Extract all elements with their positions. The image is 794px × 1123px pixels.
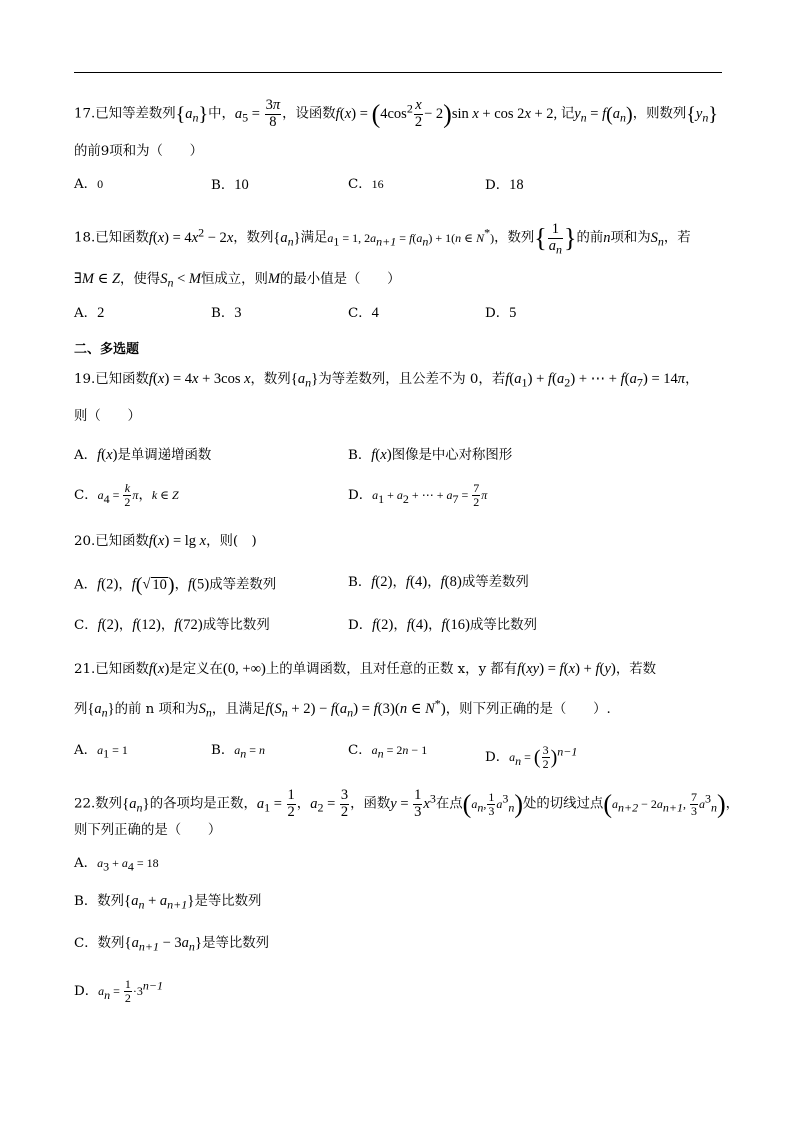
- q22-option-b[interactable]: B．数列$\{a_n + a_{n+1}\}$是等比数列: [74, 893, 262, 912]
- q18-option-c[interactable]: C．4: [348, 305, 379, 321]
- q22-number: 22.: [74, 796, 96, 812]
- q22-line-2: 则下列正确的是（ ）: [74, 823, 222, 838]
- q19-number: 19.: [74, 371, 96, 387]
- q18-option-b[interactable]: B．3: [211, 305, 242, 321]
- q19-line-1: 19.已知函数f(x) = 4x + 3cos x，数列$\{a_n\}$为等差数列，且公差不为 0，若$f(a_1) + f(a_2)$ + ⋯ + $f(a_7) = 14\pi$，: [74, 371, 699, 390]
- header-rule: [74, 72, 722, 73]
- q20-option-d[interactable]: D．f(2)，f(4)，f(16)成等比数列: [348, 617, 537, 633]
- q19-option-d[interactable]: D．$a_1 + a_2$ + ⋯ + $a_7$ = $\frac{7}{2}$ π: [348, 481, 488, 510]
- q20-option-b[interactable]: B．f(2)，f(4)，f(8)成等差数列: [348, 574, 529, 590]
- q21-number: 21.: [74, 661, 96, 677]
- q20-option-a[interactable]: A．f(2)，f(√ 10)，f(5)成等差数列: [74, 574, 277, 596]
- q17-number: 17.: [74, 106, 96, 122]
- q17-line-1: 17.已知等差数列$\{a_n\}$中，$a_5$ = $\frac{3\pi}{8}$ ，设函数$f(x) = (4\cos^2$ $\frac{x}{2}$ − 2)sin x + cos 2x + 2, 记$y_n = f(a_n)$，则数列$\{y_n\}$: [74, 97, 718, 130]
- q17-frac-3pi-8: $\frac{3\pi}{8}$: [265, 97, 281, 130]
- q17-option-c[interactable]: C．16: [348, 177, 384, 192]
- q19-line-2: 则（ ）: [74, 409, 141, 424]
- q18-option-d[interactable]: D．5: [485, 305, 517, 321]
- q22-option-d[interactable]: D．$a_n$ = $\frac{1}{2}$ $\cdot 3^{n-1}$: [74, 977, 164, 1006]
- q22-option-c[interactable]: C．数列$\{a_{n+1} - 3a_n\}$是等比数列: [74, 935, 270, 954]
- q18-line-1: 18.已知函数$f(x) = 4x^2 - 2x$，数列$\{a_n\}$满足$a_1 = 1$, $2a_{n+1} = f(a_n) + 1(n$ ∈ N*)，数列{ $\frac{1}{a_n}$ }的前n项和为$S_n$，若: [74, 221, 691, 257]
- q20-option-c[interactable]: C．f(2)，f(12)，f(72)成等比数列: [74, 617, 270, 633]
- q18-option-a[interactable]: A．2: [74, 305, 105, 321]
- q21-option-b[interactable]: B．$a_n = n$: [211, 743, 266, 761]
- q22-line-1: 22.数列$\{a_n\}$的各项均是正数，$a_1$ = $\frac{1}{2}$ ，$a_2$ = $\frac{3}{2}$ ，函数y = $\frac{1}{3}$ $x^3$在点($a_n$, $\frac{1}{3}$ $a^3_n$)处的切线过点($a_{n+2} - 2a_{n+1}$, $\frac{7}{3}$ $a^3_n$)，: [74, 787, 740, 820]
- q21-line-2: 列$\{a_n\}$的前 n 项和为$S_n$，且满足$f(S_n + 2) - f(a_n) = f(3)(n$ ∈ N*)，则下列正确的是（ ）.: [74, 696, 611, 720]
- q21-option-a[interactable]: A．$a_1 = 1$: [74, 743, 128, 761]
- q17-option-d[interactable]: D．18: [485, 177, 524, 193]
- q21-option-d[interactable]: D．$a_n$ = ( $\frac{3}{2}$ )$^{n-1}$: [485, 743, 578, 772]
- q18-line-2: ∃M ∈ Z，使得$S_n < M$恒成立，则M的最小值是（ ）: [74, 271, 401, 290]
- q19-option-a[interactable]: A．f(x)是单调递增函数: [74, 447, 212, 463]
- q21-option-c[interactable]: C．$a_n = 2n - 1$: [348, 743, 428, 761]
- section-title-multiple-choice: 二、多选题: [74, 342, 140, 357]
- q18-number: 18.: [74, 230, 96, 246]
- q21-line-1: 21.已知函数f(x)是定义在(0, +∞)上的单调函数，且对任意的正数 x，y 都有f(xy) = f(x) + f(y)，若数: [74, 661, 657, 677]
- q17-line-2: 的前9项和为（ ）: [74, 144, 204, 159]
- q20-line-1: 20.已知函数f(x) = lg x，则( ): [74, 533, 257, 549]
- q20-number: 20.: [74, 533, 96, 549]
- q22-option-a[interactable]: A．$a_3 + a_4 = 18$: [74, 856, 159, 874]
- q17-option-b[interactable]: B．10: [211, 177, 249, 193]
- q19-option-c[interactable]: C．$a_4$ = $\frac{k}{2}$ π，k ∈ Z: [74, 481, 179, 510]
- q17-option-a[interactable]: A．0: [74, 177, 104, 192]
- q19-option-b[interactable]: B．f(x)图像是中心对称图形: [348, 447, 513, 463]
